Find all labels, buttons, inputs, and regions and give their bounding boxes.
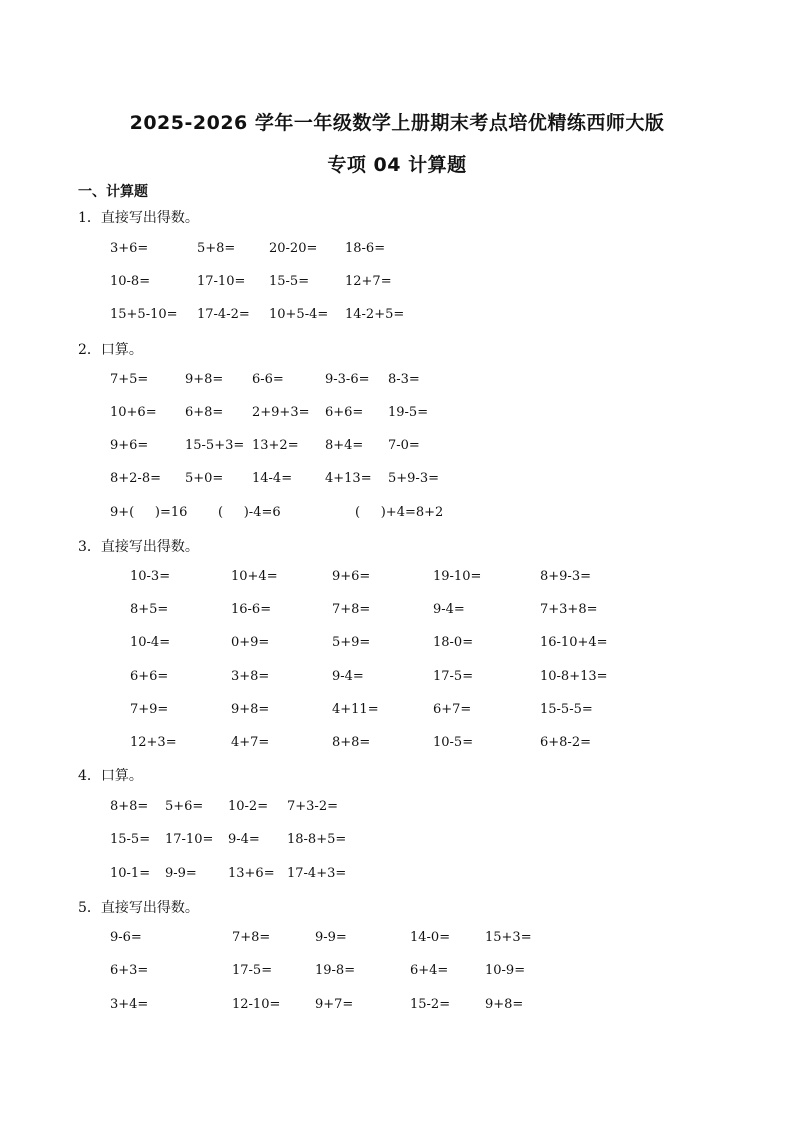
q3-problem: 9-4= bbox=[332, 669, 364, 684]
q4-problem: 13+6= bbox=[228, 866, 275, 881]
q4-problem: 10-1= bbox=[110, 866, 151, 881]
q5-problem: 17-5= bbox=[232, 963, 273, 978]
q5-problem: 14-0= bbox=[410, 930, 451, 945]
q3-problem: 6+8-2= bbox=[540, 735, 591, 750]
q2-problem: 9-3-6= bbox=[325, 372, 370, 387]
q2-problem: 15-5+3= bbox=[185, 438, 245, 453]
document-title: 2025-2026 学年一年级数学上册期末考点培优精练西师大版 bbox=[129, 112, 665, 134]
q3-problem: 10-5= bbox=[433, 735, 474, 750]
q5-problem: 9-6= bbox=[110, 930, 142, 945]
q1-problem: 20-20= bbox=[269, 241, 318, 256]
q3-problem: 5+9= bbox=[332, 635, 371, 650]
q5-problem: 19-8= bbox=[315, 963, 356, 978]
q3-problem: 4+7= bbox=[231, 735, 270, 750]
q1-problem: 3+6= bbox=[110, 241, 149, 256]
q4-problem: 8+8= bbox=[110, 799, 149, 814]
q2-problem: 6+8= bbox=[185, 405, 224, 420]
q3-problem: 9+8= bbox=[231, 702, 270, 717]
q2-problem: 7-0= bbox=[388, 438, 420, 453]
q3-problem: 10-4= bbox=[130, 635, 171, 650]
q5-problem: 6+3= bbox=[110, 963, 149, 978]
q2-problem: 19-5= bbox=[388, 405, 429, 420]
q3-problem: 12+3= bbox=[130, 735, 177, 750]
question-5-label: 5．直接写出得数。 bbox=[78, 900, 199, 916]
q1-problem: 10+5-4= bbox=[269, 307, 329, 322]
question-1-label: 1．直接写出得数。 bbox=[78, 210, 199, 226]
q2-problem: 4+13= bbox=[325, 471, 372, 486]
q2-problem: 8+2-8= bbox=[110, 471, 161, 486]
q2-problem: 10+6= bbox=[110, 405, 157, 420]
q3-problem: 8+9-3= bbox=[540, 569, 591, 584]
q3-problem: 6+7= bbox=[433, 702, 472, 717]
q4-problem: 9-4= bbox=[228, 832, 260, 847]
q3-problem: 16-10+4= bbox=[540, 635, 608, 650]
q2-problem: 6+6= bbox=[325, 405, 364, 420]
q2-problem: 5+0= bbox=[185, 471, 224, 486]
q5-problem: 7+8= bbox=[232, 930, 271, 945]
q2-problem: 9+6= bbox=[110, 438, 149, 453]
document-subtitle: 专项 04 计算题 bbox=[327, 154, 467, 176]
q5-problem: 12-10= bbox=[232, 997, 281, 1012]
q1-problem: 14-2+5= bbox=[345, 307, 405, 322]
q2-problem: 7+5= bbox=[110, 372, 149, 387]
q5-problem: 10-9= bbox=[485, 963, 526, 978]
q3-problem: 9-4= bbox=[433, 602, 465, 617]
q2-fill-blank: 9+( )=16 bbox=[110, 505, 188, 520]
question-2-label: 2．口算。 bbox=[78, 342, 143, 358]
q3-problem: 0+9= bbox=[231, 635, 270, 650]
q3-problem: 10-3= bbox=[130, 569, 171, 584]
q3-problem: 7+9= bbox=[130, 702, 169, 717]
q1-problem: 12+7= bbox=[345, 274, 392, 289]
q1-problem: 10-8= bbox=[110, 274, 151, 289]
q3-problem: 15-5-5= bbox=[540, 702, 593, 717]
q5-problem: 9+8= bbox=[485, 997, 524, 1012]
q3-problem: 4+11= bbox=[332, 702, 379, 717]
q4-problem: 18-8+5= bbox=[287, 832, 347, 847]
q3-problem: 17-5= bbox=[433, 669, 474, 684]
q5-problem: 3+4= bbox=[110, 997, 149, 1012]
q1-problem: 15-5= bbox=[269, 274, 310, 289]
q4-problem: 17-4+3= bbox=[287, 866, 347, 881]
q3-problem: 9+6= bbox=[332, 569, 371, 584]
q4-problem: 17-10= bbox=[165, 832, 214, 847]
q2-problem: 8+4= bbox=[325, 438, 364, 453]
q5-problem: 15+3= bbox=[485, 930, 532, 945]
q3-problem: 16-6= bbox=[231, 602, 272, 617]
q3-problem: 18-0= bbox=[433, 635, 474, 650]
q1-problem: 17-4-2= bbox=[197, 307, 250, 322]
question-4-label: 4．口算。 bbox=[78, 768, 143, 784]
q3-problem: 8+8= bbox=[332, 735, 371, 750]
question-3-label: 3．直接写出得数。 bbox=[78, 539, 199, 555]
q5-problem: 9+7= bbox=[315, 997, 354, 1012]
q2-fill-blank: ( )+4=8+2 bbox=[355, 505, 444, 520]
q4-problem: 7+3-2= bbox=[287, 799, 338, 814]
q1-problem: 18-6= bbox=[345, 241, 386, 256]
q2-problem: 2+9+3= bbox=[252, 405, 310, 420]
q2-problem: 5+9-3= bbox=[388, 471, 439, 486]
q2-problem: 14-4= bbox=[252, 471, 293, 486]
q4-problem: 15-5= bbox=[110, 832, 151, 847]
q5-problem: 15-2= bbox=[410, 997, 451, 1012]
q3-problem: 6+6= bbox=[130, 669, 169, 684]
q4-problem: 5+6= bbox=[165, 799, 204, 814]
q3-problem: 8+5= bbox=[130, 602, 169, 617]
q5-problem: 6+4= bbox=[410, 963, 449, 978]
q1-problem: 15+5-10= bbox=[110, 307, 178, 322]
q2-fill-blank: ( )-4=6 bbox=[218, 505, 281, 520]
q3-problem: 10-8+13= bbox=[540, 669, 608, 684]
q2-problem: 9+8= bbox=[185, 372, 224, 387]
q3-problem: 7+8= bbox=[332, 602, 371, 617]
q3-problem: 19-10= bbox=[433, 569, 482, 584]
q2-problem: 8-3= bbox=[388, 372, 420, 387]
q3-problem: 7+3+8= bbox=[540, 602, 598, 617]
q1-problem: 5+8= bbox=[197, 241, 236, 256]
q4-problem: 10-2= bbox=[228, 799, 269, 814]
q1-problem: 17-10= bbox=[197, 274, 246, 289]
section-heading: 一、计算题 bbox=[78, 184, 148, 200]
q3-problem: 3+8= bbox=[231, 669, 270, 684]
q3-problem: 10+4= bbox=[231, 569, 278, 584]
q2-problem: 13+2= bbox=[252, 438, 299, 453]
q5-problem: 9-9= bbox=[315, 930, 347, 945]
q4-problem: 9-9= bbox=[165, 866, 197, 881]
q2-problem: 6-6= bbox=[252, 372, 284, 387]
